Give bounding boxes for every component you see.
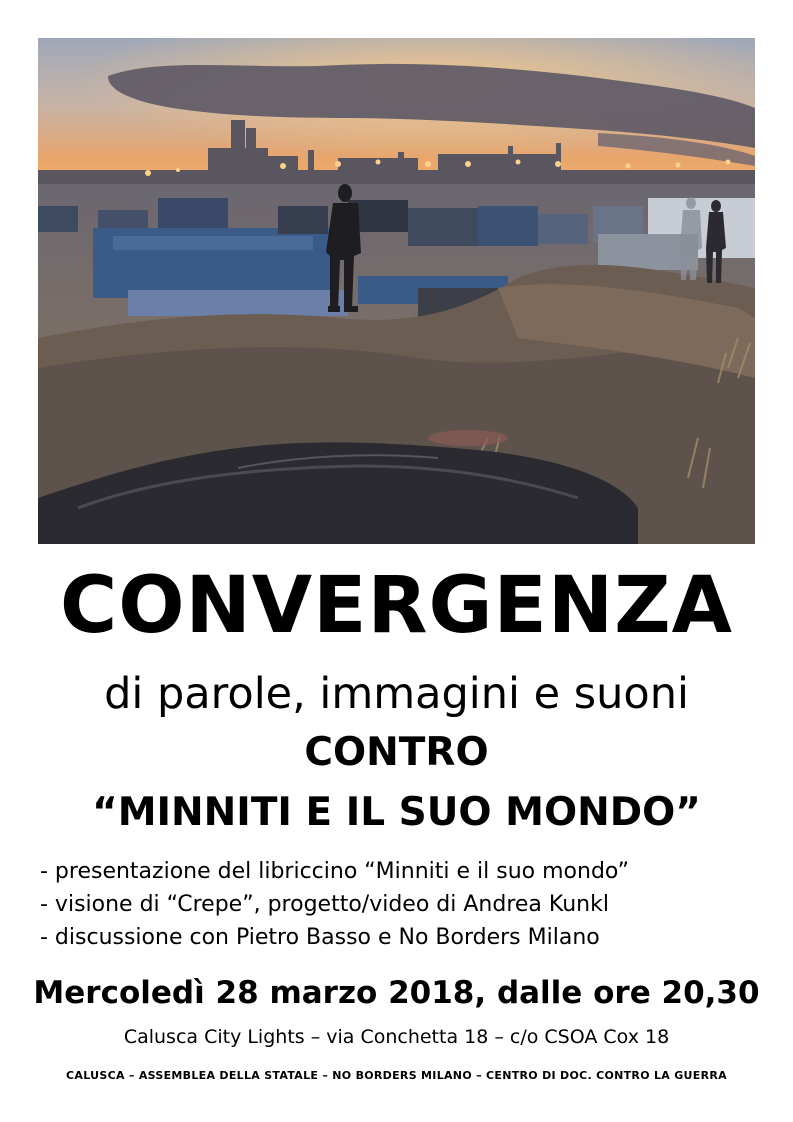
poster-title: CONVERGENZA <box>59 561 734 651</box>
organizers: CALUSCA – ASSEMBLEA DELLA STATALE – NO BORDERS MILANO – CENTRO DI DOC. CONTRO LA GUERRA <box>66 1069 727 1082</box>
program-item-video: - visione di “Crepe”, progetto/video di Andrea Kunkl <box>40 892 609 917</box>
program-item-discussion: - discussione con Pietro Basso e No Borders Milano <box>40 925 600 950</box>
camp-photo <box>38 38 755 544</box>
contro-heading: CONTRO <box>304 730 489 775</box>
minniti-heading: “MINNITI E IL SUO MONDO” <box>92 790 701 835</box>
poster-subtitle: di parole, immagini e suoni <box>104 669 689 719</box>
program-item-book: - presentazione del libriccino “Minniti e il suo mondo” <box>40 859 629 884</box>
program-list <box>40 855 629 954</box>
event-date: Mercoledì 28 marzo 2018, dalle ore 20,30 <box>33 975 760 1011</box>
event-place: Calusca City Lights – via Conchetta 18 – c/o CSOA Cox 18 <box>123 1026 670 1048</box>
